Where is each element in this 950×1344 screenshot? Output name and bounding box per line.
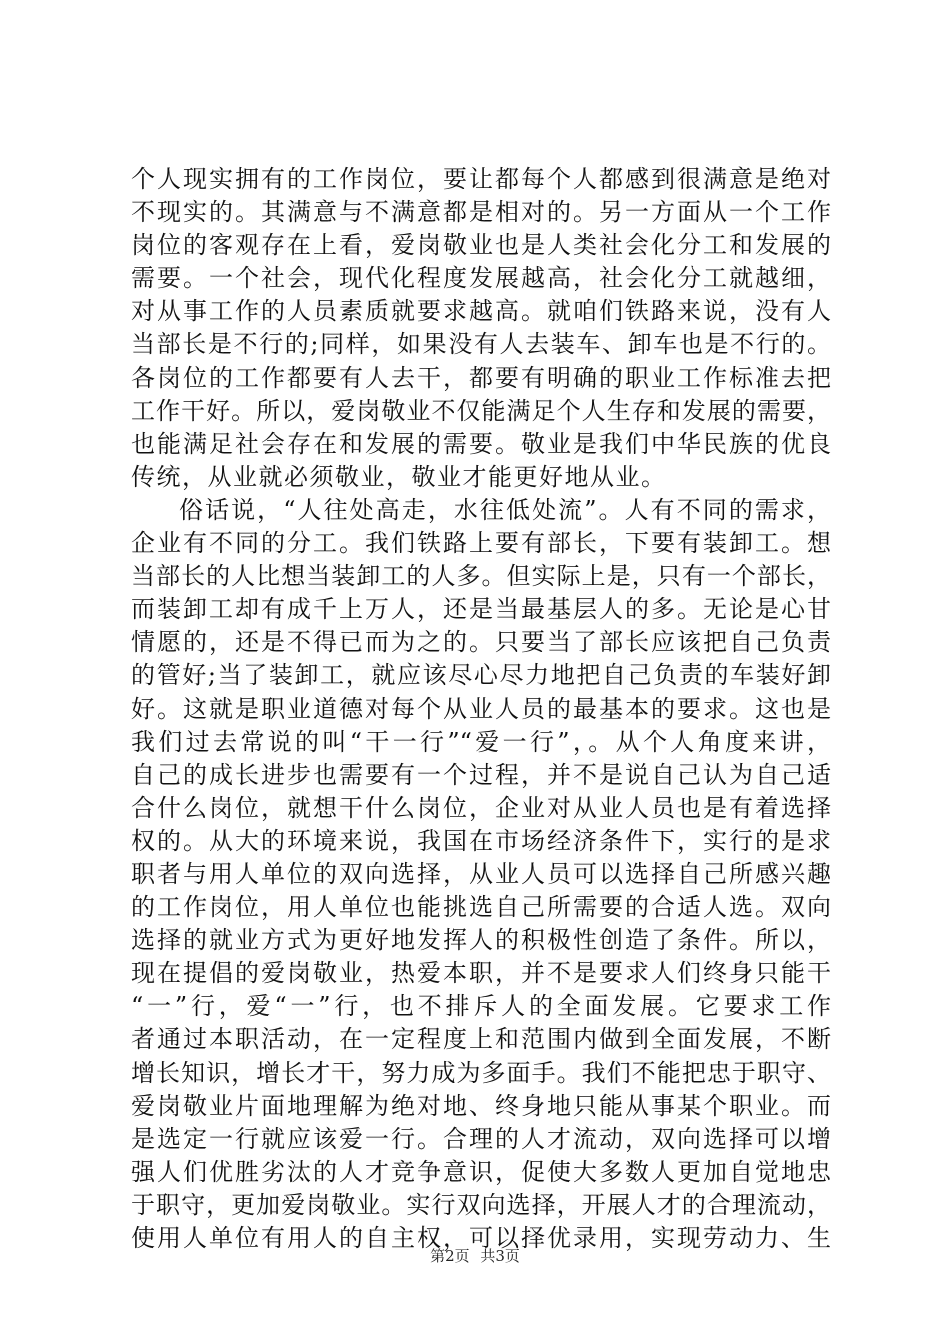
text-line: 也能满足社会存在和发展的需要。敬业是我们中华民族的优良 [131,429,831,458]
text-line: 工作干好。所以，爱岗敬业不仅能满足个人生存和发展的需要， [131,396,831,425]
text-line: 的工作岗位，用人单位也能挑选自己所需要的合适人选。双向 [131,893,831,922]
text-line-paragraph-end: 传统，从业就必须敬业，敬业才能更好地从业。 [131,462,667,491]
text-line: 合什么岗位，就想干什么岗位，企业对从业人员也是有着选择 [131,793,831,822]
text-line: 需要。一个社会，现代化程度发展越高，社会化分工就越细， [131,264,831,293]
document-body [131,163,831,1255]
text-line: 现在提倡的爱岗敬业，热爱本职，并不是要求人们终身只能干 [131,959,831,988]
text-line: 当部长的人比想当装卸工的人多。但实际上是，只有一个部长， [131,562,831,591]
text-line: 权的。从大的环境来说，我国在市场经济条件下，实行的是求 [131,826,831,855]
text-line: 而装卸工却有成千上万人，还是当最基层人的多。无论是心甘 [131,595,831,624]
page-number: 第2页 [430,1247,470,1265]
text-line: 职者与用人单位的双向选择，从业人员可以选择自己所感兴趣 [131,859,831,888]
text-line: 选择的就业方式为更好地发挥人的积极性创造了条件。所以， [131,926,831,955]
text-line: 当部长是不行的;同样，如果没有人去装车、卸车也是不行的。 [131,330,831,359]
text-line: 我们过去常说的叫“干一行”“爱一行”，。从个人角度来讲， [131,727,831,756]
text-line: 情愿的，还是不得已而为之的。只要当了部长应该把自己负责 [131,628,831,657]
page-total: 共3页 [480,1247,520,1265]
text-line: 是选定一行就应该爱一行。合理的人才流动，双向选择可以增 [131,1124,831,1153]
text-line: 不现实的。其满意与不满意都是相对的。另一方面从一个工作 [131,198,831,227]
text-line: 强人们优胜劣汰的人才竞争意识，促使大多数人更加自觉地忠 [131,1157,831,1186]
text-line: 好。这就是职业道德对每个从业人员的最基本的要求。这也是 [131,694,831,723]
text-line: 的管好;当了装卸工，就应该尽心尽力地把自己负责的车装好卸 [131,661,831,690]
text-line-paragraph-start: 俗话说，“人往处高走，水往低处流”。人有不同的需求， [179,495,831,524]
text-line: 爱岗敬业片面地理解为绝对地、终身地只能从事某个职业。而 [131,1091,831,1120]
text-line: 个人现实拥有的工作岗位，要让都每个人都感到很满意是绝对 [131,165,831,193]
text-line: 使用人单位有用人的自主权，可以择优录用，实现劳动力、生 [131,1224,831,1252]
text-line: 各岗位的工作都要有人去干，都要有明确的职业工作标准去把 [131,363,831,392]
text-line: 企业有不同的分工。我们铁路上要有部长，下要有装卸工。想 [131,529,831,558]
text-line: 自己的成长进步也需要有一个过程，并不是说自己认为自己适 [131,760,831,789]
page-footer [0,1245,950,1266]
text-line: “一”行，爱“一”行，也不排斥人的全面发展。它要求工作 [131,992,831,1021]
text-line: 者通过本职活动，在一定程度上和范围内做到全面发展，不断 [131,1025,831,1054]
text-line: 岗位的客观存在上看，爱岗敬业也是人类社会化分工和发展的 [131,231,831,260]
text-line: 增长知识，增长才干，努力成为多面手。我们不能把忠于职守、 [131,1058,831,1087]
text-line: 于职守，更加爱岗敬业。实行双向选择，开展人才的合理流动， [131,1190,831,1219]
text-line: 对从事工作的人员素质就要求越高。就咱们铁路来说，没有人 [131,297,831,326]
